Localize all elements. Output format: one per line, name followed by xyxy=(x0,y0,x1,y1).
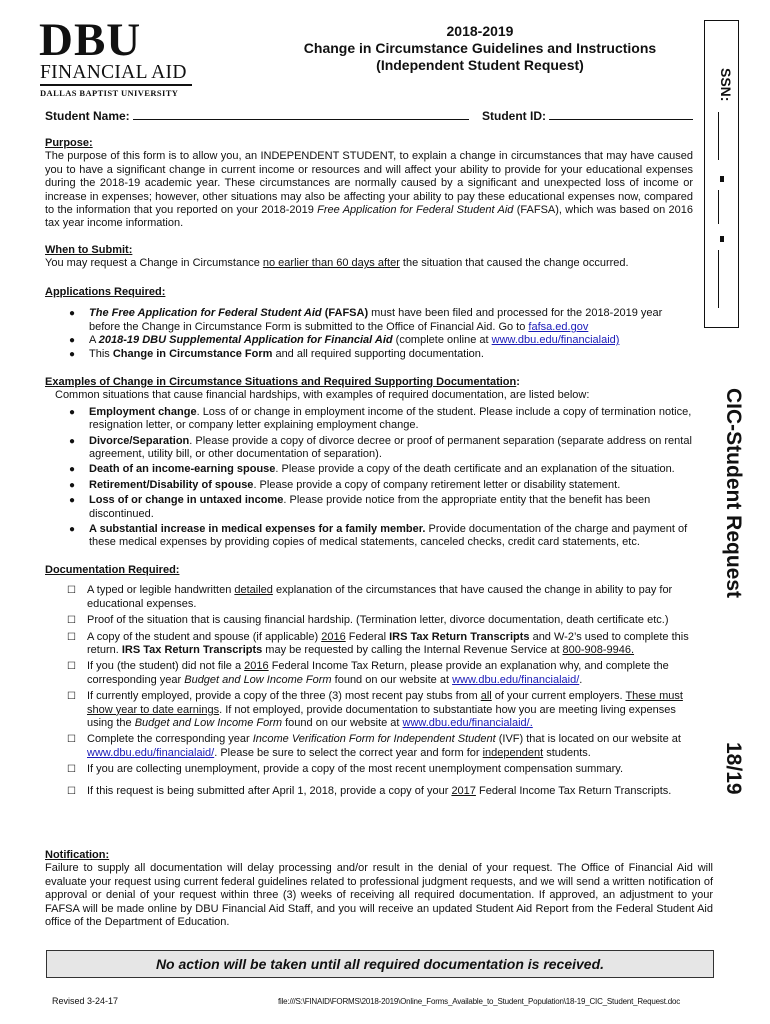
student-id-input[interactable] xyxy=(549,107,693,120)
notification-section xyxy=(45,849,713,929)
doc-item-tax-transcripts: ☐ A copy of the student and spouse (if applicable) 2016 Federal IRS Tax Return Transcripts and W-2’s used to complete this return. IRS Tax Return Transcripts may be requested by calling the Internal Revenue Service at 800-908-9946. xyxy=(67,630,689,657)
list-item: ● A 2018-19 DBU Supplemental Application for Financial Aid (complete online at www.dbu.edu/financialaid) xyxy=(69,334,620,347)
example-item: ● Retirement/Disability of spouse. Please provide a copy of company retirement letter or disability statement. xyxy=(69,478,621,491)
doc-item-no-return: ☐ If you (the student) did not file a 2016 Federal Income Tax Return, please provide an explanation why, and complete the corresponding year Budget and Low Income Form found on our website at www.dbu.edu/financialaid/. xyxy=(67,660,669,686)
ssn-field-2[interactable] xyxy=(718,190,719,224)
examples-list xyxy=(69,406,695,550)
example-item: ● A substantial increase in medical expenses for a family member. Provide documentation of the charge and payment of these medical expenses by providing copies of medical statements, canceled checks, credit card statements, etc. xyxy=(69,523,688,549)
doc-item-explanation: ☐ A typed or legible handwritten detailed explanation of the circumstances that have caused the change in ability to pay for educational expenses. xyxy=(67,584,673,610)
financialaid-link[interactable]: www.dbu.edu/financialaid/. xyxy=(402,717,533,730)
student-id-field xyxy=(482,107,693,123)
checkbox[interactable]: ☐ xyxy=(67,661,76,673)
purpose-heading: Purpose: xyxy=(45,137,93,149)
financialaid-link[interactable]: www.dbu.edu/financialaid/ xyxy=(87,746,215,759)
examples-section: Examples of Change in Circumstance Situations and Required Supporting Documentation: Common situations that cause financial hardships, with examples of required documentation, are listed below: ● Employment change. Loss of or change in employment income of the student. Please include a copy of termination notice, resignation letter, or company letter explaining employment change. ● Divorce/Separation. Please provide a copy of divorce decree or proof of permanent separation (separate address on rental agreement, utility bill, or other documentation of separation). ● Death of an income-earning spouse. Please provide a copy of the death certificate and an explanation of the situation. ● Retirement/Disability of spouse. Please provide a copy of company retirement letter or disability statement. ● Loss of or change in untaxed income. Please provide notice from the appropriate entity that the benefit has been discontinued. ● A substantial increase in medical expenses for a family member. Provide documentation of the charge and payment of these medical expenses by providing copies of medical statements, canceled checks, credit card statements, etc. xyxy=(45,376,695,552)
header-year: 2018-2019 xyxy=(446,23,514,39)
doc-item-proof: ☐ Proof of the situation that is causing financial hardship. (Termination letter, divorce documentation, death certificate etc.) xyxy=(67,614,669,627)
doc-item-ivf: ☐ Complete the corresponding year Income Verification Form for Independent Student (IVF) that is located on our website at www.dbu.edu/financialaid/. Please be sure to select the correct year and form for independent students. xyxy=(67,733,681,759)
student-id-label: Student ID: xyxy=(482,109,546,123)
footer-file-path: file:///S:\FINAID\FORMS\2018-2019\Online_Forms_Available_to_Student_Population\18-19_CIC_Student_Request.doc xyxy=(278,997,681,1006)
notice-banner: No action will be taken until all required documentation is received. xyxy=(46,950,714,978)
logo-dbu: DBU xyxy=(39,14,142,66)
example-item: ● Divorce/Separation. Please provide a copy of divorce decree or proof of permanent separation (separate address on rental agreement, utility bill, or other documentation of separation). xyxy=(69,434,692,461)
logo-divider xyxy=(40,84,192,86)
checkbox[interactable]: ☐ xyxy=(67,785,76,797)
form-header xyxy=(270,23,690,74)
ssn-field-1[interactable] xyxy=(718,112,719,160)
examples-intro: Common situations that cause financial hardships, with examples of required documentation, are listed below: xyxy=(55,389,590,402)
when-heading: When to Submit: xyxy=(45,244,133,256)
example-item: ● Employment change. Loss of or change in employment income of the student. Please include a copy of termination notice, resignation letter, or company letter explaining employment change. xyxy=(69,405,692,432)
doc-item-pay-stubs: ☐ If currently employed, provide a copy of the three (3) most recent pay stubs from all of your current employers. These must show year to date earnings. If not employed, provide documentation to substantiate how you are meeting living expenses using the Budget and Low Income Form found on our website at www.dbu.edu/financialaid/. xyxy=(67,690,683,730)
examples-heading: Examples of Change in Circumstance Situations and Required Supporting Documentation xyxy=(45,376,517,388)
when-text: You may request a Change in Circumstance no earlier than 60 days after the situation that caused the change occurred. xyxy=(45,257,629,270)
doc-item-unemployment: ☐ If you are collecting unemployment, provide a copy of the most recent unemployment compensation summary. xyxy=(67,763,624,776)
logo-university: DALLAS BAPTIST UNIVERSITY xyxy=(40,88,179,98)
applications-list xyxy=(69,307,689,361)
side-year-code: 18/19 xyxy=(722,742,745,795)
purpose-text: The purpose of this form is to allow you, an INDEPENDENT STUDENT, to explain a change in circumstances that may have caused you to have a significant change in current income or resources and will affect your ability to provide for your educational expenses during the 2018-19 academic year. These circumstances are normally caused by a significant and unexpected loss of income or increase in expenses; however, other situations may also be affecting your ability to pay these educational expenses now, compared to the information that you reported on your 2018-2019 Free Application for Federal Student Aid (FAFSA), which was based on 2016 tax year income information. xyxy=(45,150,693,230)
side-form-title: CIC-Student Request xyxy=(722,388,745,598)
documentation-heading: Documentation Required: xyxy=(45,564,180,576)
applications-section xyxy=(45,286,693,364)
applications-heading: Applications Required: xyxy=(45,286,166,298)
checkbox[interactable]: ☐ xyxy=(67,585,76,597)
footer-revised: Revised 3-24-17 xyxy=(52,996,119,1006)
doc-item-late-request: ☐ If this request is being submitted after April 1, 2018, provide a copy of your 2017 Federal Income Tax Return Transcripts. xyxy=(67,784,672,797)
purpose-section xyxy=(45,137,693,231)
example-item: ● Death of an income-earning spouse. Please provide a copy of the death certificate and an explanation of the situation. xyxy=(69,463,675,476)
ssn-box xyxy=(704,20,739,328)
financialaid-link[interactable]: www.dbu.edu/financialaid) xyxy=(491,334,620,347)
financialaid-link[interactable]: www.dbu.edu/financialaid/ xyxy=(452,673,580,686)
example-item: ● Loss of or change in untaxed income. Please provide notice from the appropriate entity that the benefit has been discontinued. xyxy=(69,494,651,520)
ssn-dash-2 xyxy=(720,236,724,242)
fafsa-link[interactable]: fafsa.ed.gov xyxy=(528,320,589,333)
student-name-field xyxy=(45,107,469,123)
header-title: Change in Circumstance Guidelines and Instructions xyxy=(303,40,657,56)
documentation-section xyxy=(45,564,695,801)
list-item: ● The Free Application for Federal Student Aid (FAFSA) must have been filed and processed for the 2018-2019 year before the Change in Circumstance Form is submitted to the Office of Financial Aid. Go to fafsa.ed.gov xyxy=(69,307,663,333)
ssn-field-3[interactable] xyxy=(718,250,719,308)
ssn-dash-1 xyxy=(720,176,724,182)
checkbox[interactable]: ☐ xyxy=(67,691,76,703)
checkbox[interactable]: ☐ xyxy=(67,615,76,627)
list-item: ● This Change in Circumstance Form and all required supporting documentation. xyxy=(69,347,484,360)
when-section xyxy=(45,244,693,271)
student-name-label: Student Name: xyxy=(45,109,130,123)
documentation-list xyxy=(67,584,695,798)
checkbox[interactable]: ☐ xyxy=(67,734,76,746)
notification-heading: Notification: xyxy=(45,849,110,861)
ssn-label: SSN: xyxy=(718,68,734,102)
student-name-input[interactable] xyxy=(133,107,469,120)
checkbox[interactable]: ☐ xyxy=(67,631,76,643)
header-subtitle: (Independent Student Request) xyxy=(376,57,584,73)
checkbox[interactable]: ☐ xyxy=(67,764,76,776)
notification-text: Failure to supply all documentation will delay processing and/or result in the denial of your request. The Office of Financial Aid will evaluate your request using current federal guidelines related to professional judgment requests, and we will send a written notification of approval or denial of your request within three (3) weeks of receiving all required documentation. If approved, an adjustment to your FAFSA will be made online by DBU Financial Aid Staff, and you will receive an updated Student Aid Report from the Federal Student Aid office of the Department of Education. xyxy=(45,862,713,929)
logo-financial-aid: FINANCIAL AID xyxy=(40,62,187,83)
